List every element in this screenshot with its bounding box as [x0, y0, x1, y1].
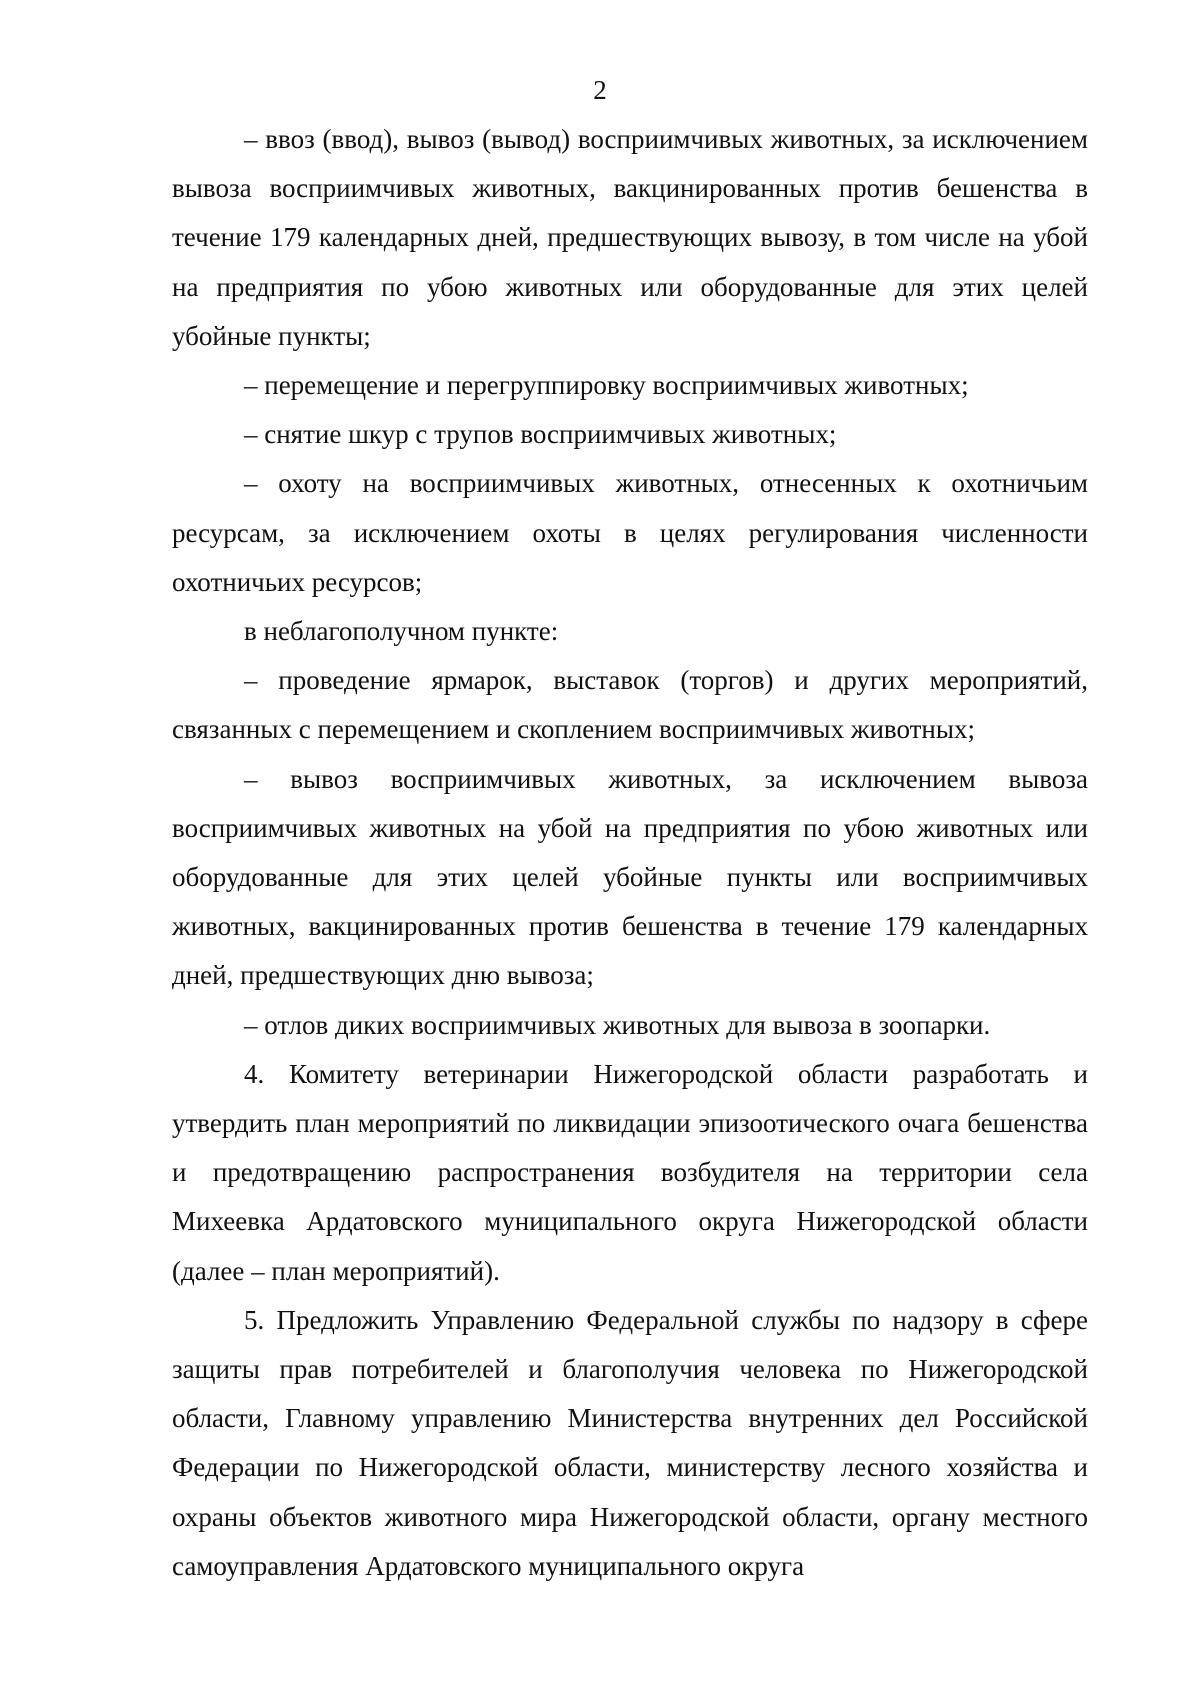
page-number: 2 [593, 75, 607, 105]
paragraph-restriction-regrouping: – перемещение и перегруппировку восприимчивых животных; [244, 370, 969, 401]
paragraph-restriction-hunting: – охоту на восприимчивых животных, отнесенных к охотничьим ресурсам, за исключением охоты в целях регулирования численности охотничьих ресурсов; [172, 468, 1088, 597]
paragraph-unfavorable-point-heading: в неблагополучном пункте: [244, 616, 559, 647]
paragraph-restriction-skinning: – снятие шкур с трупов восприимчивых животных; [244, 419, 837, 450]
paragraph-restriction-fairs: – проведение ярмарок, выставок (торгов) и других мероприятий, связанных с перемещением и скоплением восприимчивых животных; [172, 665, 1088, 745]
paragraph-restriction-export: – вывоз восприимчивых животных, за исключением вывоза восприимчивых животных на убой на предприятия по убою животных или оборудованные для этих целей убойные пункты или восприимчивых животных, вакцинированных против бешенства в течение 179 календарных дней, предшествующих дню вывоза; [172, 763, 1088, 991]
document-body [172, 115, 1088, 1591]
paragraph-item-4: 4. Комитету ветеринарии Нижегородской области разработать и утвердить план мероприятий по ликвидации эпизоотического очага бешенства и предотвращению распространения возбудителя на территории села Михеевка Ардатовского муниципального округа Нижегородской области (далее – план мероприятий). [172, 1058, 1088, 1286]
paragraph-restriction-capture: – отлов диких восприимчивых животных для вывоза в зоопарки. [244, 1009, 991, 1040]
paragraph-item-5: 5. Предложить Управлению Федеральной службы по надзору в сфере защиты прав потребителей и благополучия человека по Нижегородской области, Главному управлению Министерства внутренних дел Российской Федерации по Нижегородской области, министерству лесного хозяйства и охраны объектов животного мира Нижегородской области, органу местного самоуправления Ардатовского муниципального округа [172, 1304, 1088, 1581]
paragraph-restriction-transport: – ввоз (ввод), вывоз (вывод) восприимчивых животных, за исключением вывоза восприимчивых животных, вакцинированных против бешенства в течение 179 календарных дней, предшествующих вывозу, в том числе на убой на предприятия по убою животных или оборудованные для этих целей убойные пункты; [172, 124, 1088, 351]
